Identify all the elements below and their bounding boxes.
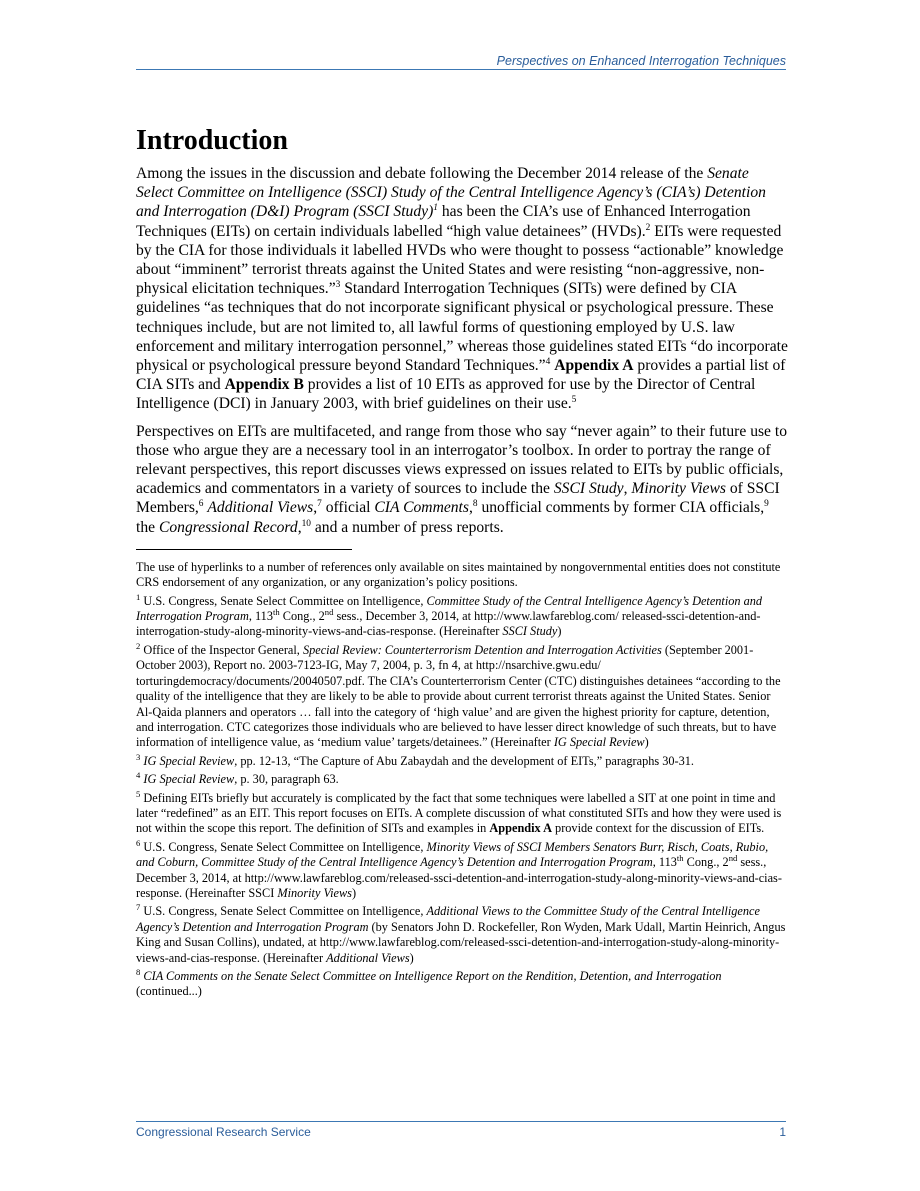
footnote-ref-8[interactable]: 8 <box>472 499 478 510</box>
footnote-4: $^4$ IG Special Review, p. 30, paragraph 63. <box>136 770 339 787</box>
footnote-divider <box>136 549 352 550</box>
footnote-2: $^2$ Office of the Inspector General, Special Review: Counterterrorism Detention and Interrogation Activities (September 2001-October 2003), Report no. 2003-7123-IG, May 7, 2004, p. 3, fn 4, at http://nsarchive.gwu.edu/ torturingdemocracy/documents/20040507.pdf. The CIA’s Counterterrorism Center (CTC) distinguishes detainees “according to the quality of the intelligence that they are likely to be able to provide about current terrorist threats against the United States. Senior Al-Qaida planners and operators … fall into the category of ‘high value’ and are given the highest priority for capture, detention, and interrogation. CTC categorizes those individuals who are believed to have lesser direct knowledge of such threats, but to have information of intelligence value, as ‘medium value’ targets/detainees.” (Hereinafter IG Special Review) <box>136 640 781 750</box>
footnote-ref-1[interactable]: 1 <box>433 203 438 214</box>
footnote-6: $^6$ U.S. Congress, Senate Select Committee on Intelligence, Minority Views of SSCI Members Senators Burr, Risch, Coats, Rubio, and Coburn, Committee Study of the Central Intelligence Agency’s Detention and Interrogation Program, 113th Cong., 2nd sess., December 3, 2014, at http://www.lawfareblog.com/released-ssci-detention-and-interrogation-study-along-minority-views-and-cias-response. (Hereinafter SSCI Minority Views) <box>136 837 782 900</box>
footnote-ref-6[interactable]: 6 <box>198 499 204 510</box>
footnote-ref-10[interactable]: 10 <box>301 518 311 529</box>
footnote-ref-2[interactable]: 2 <box>645 222 651 233</box>
page-footer <box>136 1121 786 1139</box>
page-content <box>136 124 788 1003</box>
footnote-disclaimer: The use of hyperlinks to a number of references only available on sites maintained by nongovernmental entities does not constitute CRS endorsement of any organization, or any organization’s policy positions. <box>136 559 781 590</box>
section-title: Introduction <box>136 125 288 156</box>
intro-paragraph-2: Perspectives on EITs are multifaceted, and range from those who say “never again” to their future use to those who argue they are a necessary tool in an interrogator’s toolbox. In order to portray the range of relevant perspectives, this report discusses views expressed on issues related to EITs by public officials, academics and commentators in a variety of sources to include the SSCI Study, Minority Views of SSCI Members,$^6$ Additional Views,$^7$ official CIA Comments,$^8$ unofficial comments by former CIA officials,$^9$ the Congressional Record,$^{10}$ and a number of press reports. <box>136 422 788 536</box>
appendix-b-ref[interactable]: Appendix B <box>224 376 304 394</box>
footnote-5: $^5$ Defining EITs briefly but accurately is complicated by the fact that some techniques were labelled a SIT at one point in time and later “redefined” as an EIT. This report focuses on EITs. A complete discussion of what constituted SITs and how they were used is not within the scope this report. The definition of SITs and examples in Appendix A provide context for the discussion of EITs. <box>136 788 782 836</box>
footer-organization: Congressional Research Service <box>136 1125 311 1139</box>
footnote-ref-4[interactable]: 4 <box>545 356 551 367</box>
intro-paragraph-1: Among the issues in the discussion and debate following the December 2014 release of the Senate Select Committee on Intelligence (SSCI) Study of the Central Intelligence Agency’s (CIA’s) Detention and Interrogation (D&I) Program (SSCI Study)$^1$ has been the CIA’s use of Enhanced Interrogation Techniques (EITs) on certain individuals labelled “high value detainees” (HVDs).$^2$ EITs were requested by the CIA for those individuals it labelled HVDs who were thought to possess “actionable” knowledge about “imminent” terrorist threats against the United States and were resisting “non-aggressive, non-physical elicitation techniques.”$^3$ Standard Interrogation Techniques (SITs) were defined by CIA guidelines “as techniques that do not incorporate significant physical or psychological pressure. These techniques include, but are not limited to, all lawful forms of questioning employed by U.S. law enforcement and military interrogation personnel,” whereas those guidelines stated EITs “do incorporate physical or psychological pressure beyond Standard Techniques.”$^4$ Appendix A provides a partial list of CIA SITs and Appendix B provides a list of 10 EITs as approved for use by the Director of Central Intelligence (DCI) in January 2003, with brief guidelines on their use.$^5$ <box>136 165 788 413</box>
footnote-1: $^1$ U.S. Congress, Senate Select Committee on Intelligence, Committee Study of the Central Intelligence Agency’s Detention and Interrogation Program, 113th Cong., 2nd sess., December 3, 2014, at http://www.lawfareblog.com/ released-ssci-detention-and-interrogation-study-along-minority-views-and-cias-response. (Hereinafter SSCI Study) <box>136 591 763 639</box>
footnote-7: $^7$ U.S. Congress, Senate Select Committee on Intelligence, Additional Views to the Committee Study of the Central Intelligence Agency’s Detention and Interrogation Program (by Senators John D. Rockefeller, Ron Wyden, Mark Udall, Martin Heinrich, Angus King and Susan Collins), undated, at http://www.lawfareblog.com/released-ssci-detention-and-interrogation-study-along-minority-views-and-cias-response. (Hereinafter Additional Views) <box>136 902 786 965</box>
page-number: 1 <box>779 1125 786 1139</box>
footnote-ref-9[interactable]: 9 <box>764 499 769 510</box>
running-header <box>136 53 786 70</box>
footnote-ref-3[interactable]: 3 <box>335 280 341 291</box>
footnote-ref-7[interactable]: 7 <box>317 499 322 510</box>
footnote-8: $^8$ CIA Comments on the Senate Select Committee on Intelligence Report on the Rendition, Detention, and Interrogation (continued...) <box>136 966 722 999</box>
footnote-ref-5[interactable]: 5 <box>571 395 577 406</box>
appendix-a-ref[interactable]: Appendix A <box>554 357 634 375</box>
running-title: Perspectives on Enhanced Interrogation Techniques <box>496 54 786 68</box>
footnote-3: $^3$ IG Special Review, pp. 12-13, “The Capture of Abu Zabaydah and the development of EITs,” paragraphs 30-31. <box>136 751 695 768</box>
